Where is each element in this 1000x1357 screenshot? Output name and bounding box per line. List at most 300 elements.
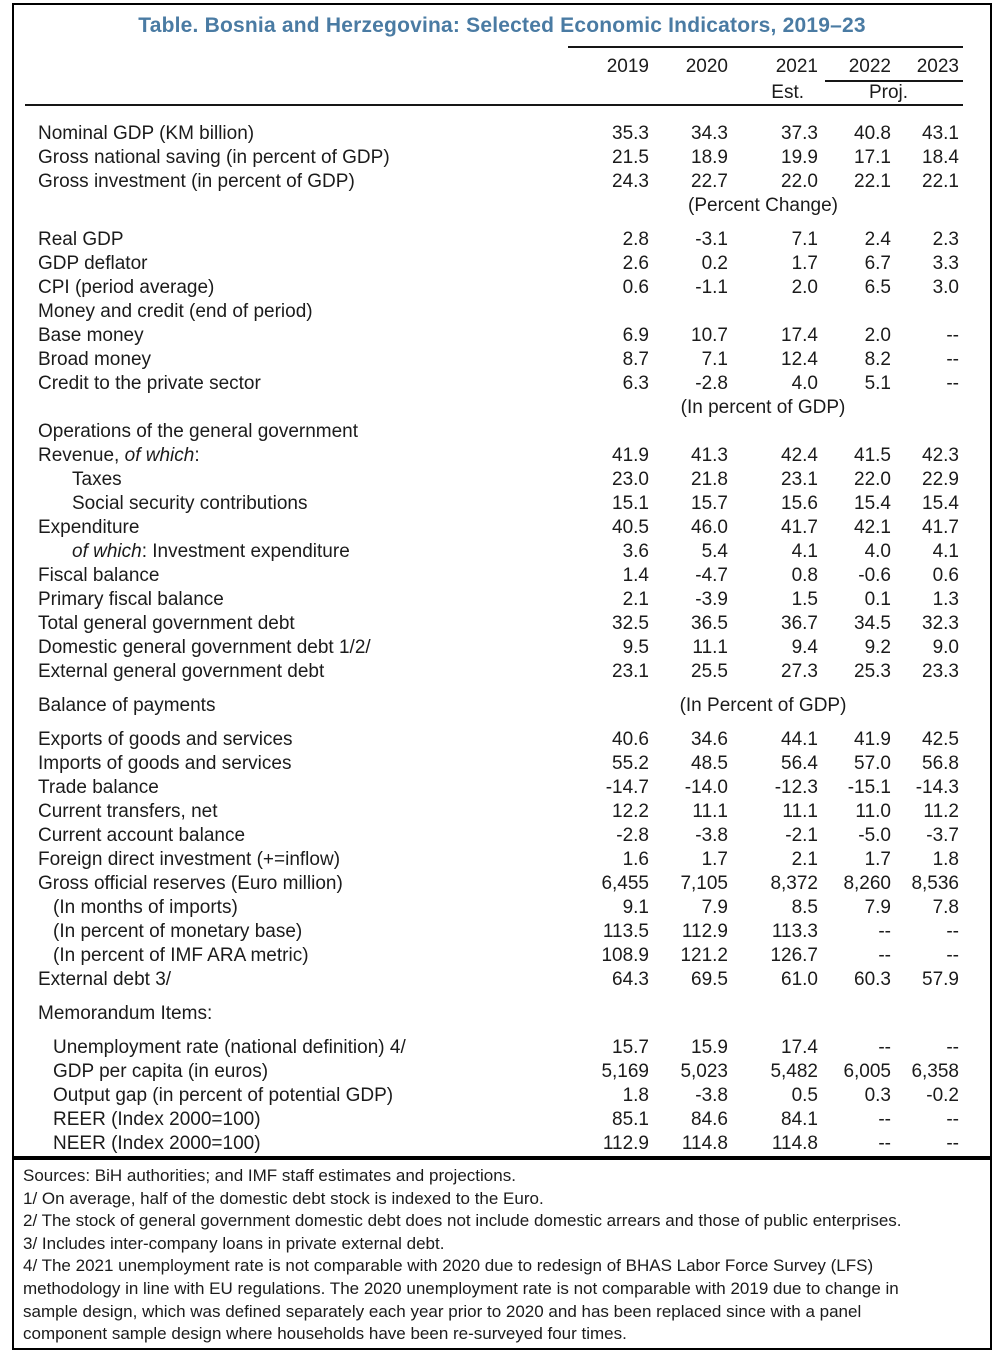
value-cell: -- <box>946 945 959 966</box>
year-label: 2022 <box>848 56 891 77</box>
value-cell: 12.2 <box>612 801 649 822</box>
value-cell: -- <box>946 349 959 370</box>
value-cell: 7.8 <box>932 897 959 918</box>
row-label: Revenue, of which: <box>38 445 200 466</box>
value-cell: 1.5 <box>791 589 818 610</box>
header-top-rule <box>568 46 963 48</box>
value-cell: 7.9 <box>864 897 891 918</box>
value-cell: 2.1 <box>622 589 649 610</box>
value-cells <box>567 872 959 896</box>
spacer-row <box>14 992 990 1002</box>
value-cell: 1.6 <box>622 849 649 870</box>
value-cell: 23.1 <box>612 661 649 682</box>
value-cell: 8.2 <box>864 349 891 370</box>
value-cell: 1.7 <box>701 849 728 870</box>
value-cell: 25.5 <box>691 661 728 682</box>
value-cells <box>567 1108 959 1132</box>
value-cell: 41.9 <box>854 729 891 750</box>
value-cell: -14.0 <box>684 777 728 798</box>
value-cell: 6.7 <box>864 253 891 274</box>
value-cell: 6.3 <box>622 373 649 394</box>
value-cell: 6.9 <box>622 325 649 346</box>
value-cell: 40.6 <box>612 729 649 750</box>
value-cell: 22.1 <box>854 171 891 192</box>
value-cell: 114.8 <box>771 1133 818 1154</box>
value-cell: 42.4 <box>781 445 818 466</box>
value-cell: 22.9 <box>922 469 959 490</box>
est-proj-header-row <box>14 83 990 103</box>
value-cell: 48.5 <box>691 753 728 774</box>
value-cell: 64.3 <box>612 969 649 990</box>
value-cell: 41.9 <box>612 445 649 466</box>
value-cell: 1.7 <box>791 253 818 274</box>
value-cell: 36.7 <box>781 613 818 634</box>
value-cell: 21.5 <box>612 147 649 168</box>
value-cell: 114.8 <box>681 1133 728 1154</box>
footnote-line: 4/ The 2021 unemployment rate is not comparable with 2020 due to redesign of BHAS Labor Force Survey (LFS) <box>23 1256 874 1276</box>
value-cell: 8,536 <box>911 873 959 894</box>
row-label: Operations of the general government <box>38 421 359 442</box>
value-cells <box>567 800 959 824</box>
value-cell: 0.5 <box>791 1085 818 1106</box>
value-cell: 57.0 <box>854 753 891 774</box>
table-row <box>14 660 990 684</box>
table-row <box>14 252 990 276</box>
row-label: GDP per capita (in euros) <box>53 1061 269 1082</box>
value-cell: 32.5 <box>612 613 649 634</box>
value-cell: 0.1 <box>864 589 891 610</box>
row-label: NEER (Index 2000=100) <box>53 1133 261 1154</box>
value-cell: 35.3 <box>612 123 649 144</box>
unit-caption: (In percent of GDP) <box>680 397 846 418</box>
value-cell: -3.9 <box>695 589 728 610</box>
value-cells <box>567 146 959 170</box>
row-label: Base money <box>38 325 144 346</box>
footnote-line: sample design, which was defined separately each year prior to 2020 and has been replaced since with a panel <box>23 1301 862 1321</box>
value-cell: 17.4 <box>781 325 818 346</box>
value-cell: -5.0 <box>858 825 891 846</box>
empty-cell <box>567 83 649 103</box>
value-cells <box>567 1060 959 1084</box>
table-row <box>14 612 990 636</box>
table-row <box>14 228 990 252</box>
header-spacer <box>38 83 567 103</box>
value-cell: -0.6 <box>858 565 891 586</box>
value-cell: -2.1 <box>785 825 818 846</box>
value-cell: -2.8 <box>616 825 649 846</box>
value-cell: 23.3 <box>922 661 959 682</box>
value-cells <box>567 848 959 872</box>
value-cell: 5.4 <box>701 541 728 562</box>
value-cell: 60.3 <box>854 969 891 990</box>
value-cell: 15.7 <box>691 493 728 514</box>
row-label: (In percent of monetary base) <box>53 921 303 942</box>
value-cell: 11.1 <box>692 637 728 658</box>
table-row <box>14 968 990 992</box>
value-cell: 21.8 <box>691 469 728 490</box>
value-cells <box>567 444 959 468</box>
value-cell: 56.8 <box>922 753 959 774</box>
value-cells <box>567 920 959 944</box>
table-body <box>14 106 990 1156</box>
value-cell: -14.3 <box>915 777 959 798</box>
value-cell: 46.0 <box>691 517 728 538</box>
value-cell: 55.2 <box>612 753 649 774</box>
value-cells <box>567 1084 959 1108</box>
value-cells <box>567 612 959 636</box>
table-row <box>14 276 990 300</box>
value-cell: -- <box>946 1037 959 1058</box>
value-cell: 34.3 <box>691 123 728 144</box>
value-cell: -15.1 <box>847 777 891 798</box>
row-label: Total general government debt <box>38 613 295 634</box>
value-cells <box>567 944 959 968</box>
table-row <box>14 372 990 396</box>
table-row <box>14 540 990 564</box>
row-label: Broad money <box>38 349 152 370</box>
value-cell: 4.1 <box>932 541 959 562</box>
table-row <box>14 776 990 800</box>
value-cells <box>567 540 959 564</box>
table-row <box>14 146 990 170</box>
row-label: Fiscal balance <box>38 565 160 586</box>
value-cell: 9.1 <box>622 897 649 918</box>
year-cells <box>567 55 959 79</box>
row-label: Current transfers, net <box>38 801 218 822</box>
value-cell: 69.5 <box>691 969 728 990</box>
value-cell: 0.8 <box>791 565 818 586</box>
value-cell: 4.1 <box>791 541 818 562</box>
value-cell: 121.2 <box>680 945 728 966</box>
value-cell: 19.9 <box>781 147 818 168</box>
value-cells <box>567 324 959 348</box>
value-cell: 11.0 <box>855 801 891 822</box>
value-cell: -4.7 <box>695 565 728 586</box>
row-label: Money and credit (end of period) <box>38 301 313 322</box>
row-label: (In percent of IMF ARA metric) <box>53 945 309 966</box>
value-cell: 15.9 <box>691 1037 728 1058</box>
value-cell: 0.3 <box>864 1085 891 1106</box>
value-cell: 84.1 <box>781 1109 818 1130</box>
empty-cell <box>649 83 728 103</box>
table-frame <box>12 3 992 1350</box>
value-cell: 3.3 <box>932 253 959 274</box>
value-cell: -- <box>878 921 891 942</box>
section-heading-row <box>14 420 990 444</box>
value-cell: 108.9 <box>601 945 649 966</box>
value-cell: 22.1 <box>922 171 959 192</box>
value-cell: 22.0 <box>781 171 818 192</box>
value-cell: 24.3 <box>612 171 649 192</box>
year-label: 2021 <box>775 56 818 77</box>
value-cell: 44.1 <box>781 729 818 750</box>
table-row <box>14 122 990 146</box>
value-cell: 0.6 <box>622 277 649 298</box>
value-cells <box>567 170 959 194</box>
row-label: Primary fiscal balance <box>38 589 224 610</box>
value-cell: -0.2 <box>926 1085 959 1106</box>
row-label: Output gap (in percent of potential GDP) <box>53 1085 394 1106</box>
table-row <box>14 896 990 920</box>
unit-caption: (Percent Change) <box>688 195 838 216</box>
row-label: (In months of imports) <box>53 897 238 918</box>
value-cell: -- <box>946 921 959 942</box>
table-row <box>14 516 990 540</box>
value-cell: 2.4 <box>864 229 891 250</box>
row-label: GDP deflator <box>38 253 148 274</box>
value-cell: 6,358 <box>911 1061 959 1082</box>
value-cell: 9.0 <box>932 637 959 658</box>
value-cells <box>567 752 959 776</box>
value-cell: 56.4 <box>781 753 818 774</box>
value-cell: 7.1 <box>791 229 818 250</box>
value-cell: 2.0 <box>864 325 891 346</box>
row-label: of which: Investment expenditure <box>72 541 350 562</box>
value-cell: 42.1 <box>854 517 891 538</box>
row-label: Nominal GDP (KM billion) <box>38 123 255 144</box>
value-cell: 9.2 <box>864 637 891 658</box>
value-cell: 5,169 <box>601 1061 649 1082</box>
value-cell: 7,105 <box>680 873 728 894</box>
spacer-row <box>14 218 990 228</box>
table-row <box>14 588 990 612</box>
value-cell: -- <box>878 1133 891 1154</box>
table-row <box>14 1132 990 1156</box>
value-cells <box>567 896 959 920</box>
value-cells <box>567 776 959 800</box>
table-row <box>14 170 990 194</box>
value-cell: 6,005 <box>843 1061 891 1082</box>
section-heading-row <box>14 300 990 324</box>
value-cell: 36.5 <box>691 613 728 634</box>
year-label: 2023 <box>916 56 959 77</box>
value-cell: 42.5 <box>922 729 959 750</box>
value-cell: 1.3 <box>932 589 959 610</box>
row-label: Unemployment rate (national definition) 4/ <box>53 1037 406 1058</box>
value-cell: -3.7 <box>926 825 959 846</box>
value-cells <box>567 492 959 516</box>
value-cell: 3.0 <box>932 277 959 298</box>
table-row <box>14 1060 990 1084</box>
row-label <box>38 194 567 218</box>
table-row <box>14 848 990 872</box>
value-cells <box>567 728 959 752</box>
value-cell: 15.6 <box>781 493 818 514</box>
value-cells <box>567 122 959 146</box>
value-cell: 5,482 <box>770 1061 818 1082</box>
value-cell: 34.6 <box>691 729 728 750</box>
value-cell: 2.1 <box>791 849 818 870</box>
row-label: Taxes <box>72 469 122 490</box>
value-cell: 15.1 <box>612 493 649 514</box>
value-cell: 8.5 <box>791 897 818 918</box>
value-cell: 7.1 <box>701 349 728 370</box>
value-cell: 41.7 <box>781 517 818 538</box>
table-row <box>14 564 990 588</box>
value-cell: 61.0 <box>781 969 818 990</box>
value-cell: 1.8 <box>932 849 959 870</box>
value-cell: 17.4 <box>781 1037 818 1058</box>
value-cells <box>567 1132 959 1156</box>
row-label: Social security contributions <box>72 493 308 514</box>
row-label: Foreign direct investment (+=inflow) <box>38 849 341 870</box>
value-cell: 5,023 <box>680 1061 728 1082</box>
value-cell: 17.1 <box>854 147 891 168</box>
table-row <box>14 636 990 660</box>
value-cell: 8.7 <box>622 349 649 370</box>
value-cell: 41.5 <box>854 445 891 466</box>
value-cell: 57.9 <box>922 969 959 990</box>
value-cell: -1.1 <box>695 277 728 298</box>
row-label: Memorandum Items: <box>38 1003 213 1024</box>
value-cells <box>567 660 959 684</box>
value-cell: 11.1 <box>692 801 728 822</box>
value-cell: 1.8 <box>622 1085 649 1106</box>
unit-caption-row <box>14 396 990 420</box>
row-label: Real GDP <box>38 229 124 250</box>
value-cell: 27.3 <box>781 661 818 682</box>
table-row <box>14 1084 990 1108</box>
value-cell: -3.1 <box>695 229 728 250</box>
unit-caption: (In Percent of GDP) <box>679 695 847 716</box>
value-cell: 22.7 <box>691 171 728 192</box>
footnote-line: 1/ On average, half of the domestic debt stock is indexed to the Euro. <box>23 1188 544 1208</box>
header-bottom-rule <box>25 104 963 106</box>
value-cell: 18.9 <box>691 147 728 168</box>
value-cells <box>567 636 959 660</box>
value-cell: 41.3 <box>691 445 728 466</box>
row-label: REER (Index 2000=100) <box>53 1109 261 1130</box>
table-header <box>14 5 990 106</box>
value-cell: -- <box>878 1037 891 1058</box>
value-cell: -3.8 <box>695 825 728 846</box>
footnote-line: 2/ The stock of general government domestic debt does not include domestic arrears and those of public enterprises. <box>23 1211 902 1231</box>
value-cell: 10.7 <box>691 325 728 346</box>
row-label: Credit to the private sector <box>38 373 261 394</box>
value-cell: -3.8 <box>695 1085 728 1106</box>
value-cells <box>567 1036 959 1060</box>
section-heading-row <box>14 694 990 718</box>
value-cells <box>567 372 959 396</box>
year-label: 2020 <box>685 56 728 77</box>
value-cell: 42.3 <box>922 445 959 466</box>
value-cell: 9.5 <box>622 637 649 658</box>
value-cell: 8,260 <box>843 873 891 894</box>
footnotes <box>14 1160 990 1346</box>
value-cell: 18.4 <box>922 147 959 168</box>
table-row <box>14 1108 990 1132</box>
value-cells <box>567 968 959 992</box>
value-cell: 40.5 <box>612 517 649 538</box>
row-label: Current account balance <box>38 825 246 846</box>
value-cell: -2.8 <box>695 373 728 394</box>
value-cell: 113.5 <box>602 921 649 942</box>
footnote-line: 3/ Includes inter-company loans in private external debt. <box>23 1233 445 1253</box>
value-cell: 5.1 <box>864 373 891 394</box>
value-cells <box>567 276 959 300</box>
value-cell: 2.3 <box>932 229 959 250</box>
table-row <box>14 824 990 848</box>
spacer-row <box>14 684 990 694</box>
value-cell: 126.7 <box>770 945 818 966</box>
value-cell: 0.6 <box>932 565 959 586</box>
row-label: Gross national saving (in percent of GDP) <box>38 147 390 168</box>
value-cell: 6,455 <box>601 873 649 894</box>
value-cell: 43.1 <box>922 123 959 144</box>
row-label <box>38 396 567 420</box>
row-label: Expenditure <box>38 517 140 538</box>
value-cells <box>567 516 959 540</box>
table-row <box>14 348 990 372</box>
value-cell: 7.9 <box>701 897 728 918</box>
value-cell: 12.4 <box>781 349 818 370</box>
value-cell: 22.0 <box>854 469 891 490</box>
value-cell: -- <box>946 373 959 394</box>
table-row <box>14 872 990 896</box>
row-label: Gross official reserves (Euro million) <box>38 873 343 894</box>
row-label: Imports of goods and services <box>38 753 292 774</box>
value-cell: -- <box>878 1109 891 1130</box>
proj-label: Proj. <box>868 82 909 103</box>
value-cell: 40.8 <box>854 123 891 144</box>
table-row <box>14 800 990 824</box>
value-cell: 0.2 <box>701 253 728 274</box>
value-cell: 23.0 <box>612 469 649 490</box>
year-header-row <box>14 55 990 79</box>
value-cell: 15.4 <box>922 493 959 514</box>
value-cells <box>567 252 959 276</box>
value-cell: 85.1 <box>612 1109 649 1130</box>
table-row <box>14 920 990 944</box>
footnote-line: Sources: BiH authorities; and IMF staff estimates and projections. <box>23 1166 516 1185</box>
value-cell: 11.1 <box>782 801 818 822</box>
value-cell: -- <box>946 1133 959 1154</box>
value-cell: 6.5 <box>864 277 891 298</box>
value-cell: 2.6 <box>622 253 649 274</box>
table-row <box>14 444 990 468</box>
table-row <box>14 324 990 348</box>
value-cell: 1.7 <box>864 849 891 870</box>
footnote-line: component sample design where households have been re-surveyed four times. <box>23 1324 627 1344</box>
value-cell: 2.0 <box>791 277 818 298</box>
value-cell: 37.3 <box>781 123 818 144</box>
value-cell: 23.1 <box>781 469 818 490</box>
value-cell: 34.5 <box>854 613 891 634</box>
table-row <box>14 492 990 516</box>
year-label: 2019 <box>606 56 649 77</box>
value-cell: 4.0 <box>864 541 891 562</box>
table-row <box>14 728 990 752</box>
value-cells <box>567 564 959 588</box>
value-cell: -14.7 <box>605 777 649 798</box>
row-label: Domestic general government debt 1/2/ <box>38 637 371 658</box>
value-cell: 112.9 <box>681 921 728 942</box>
value-cells <box>567 468 959 492</box>
row-label: Exports of goods and services <box>38 729 293 750</box>
value-cell: -12.3 <box>774 777 818 798</box>
footnote-line: methodology in line with EU regulations. The 2020 unemployment rate is not comparable with 2019 due to change in <box>23 1278 899 1298</box>
spacer-row <box>14 718 990 728</box>
table-title: Table. Bosnia and Herzegovina: Selected Economic Indicators, 2019–23 <box>138 14 866 37</box>
est-label: Est. <box>771 82 804 103</box>
value-cell: 32.3 <box>922 613 959 634</box>
value-cell: -- <box>946 1109 959 1130</box>
value-cells <box>567 228 959 252</box>
unit-caption-row <box>14 194 990 218</box>
value-cell: 3.6 <box>622 541 649 562</box>
value-cell: 15.4 <box>854 493 891 514</box>
row-label: Gross investment (in percent of GDP) <box>38 171 355 192</box>
